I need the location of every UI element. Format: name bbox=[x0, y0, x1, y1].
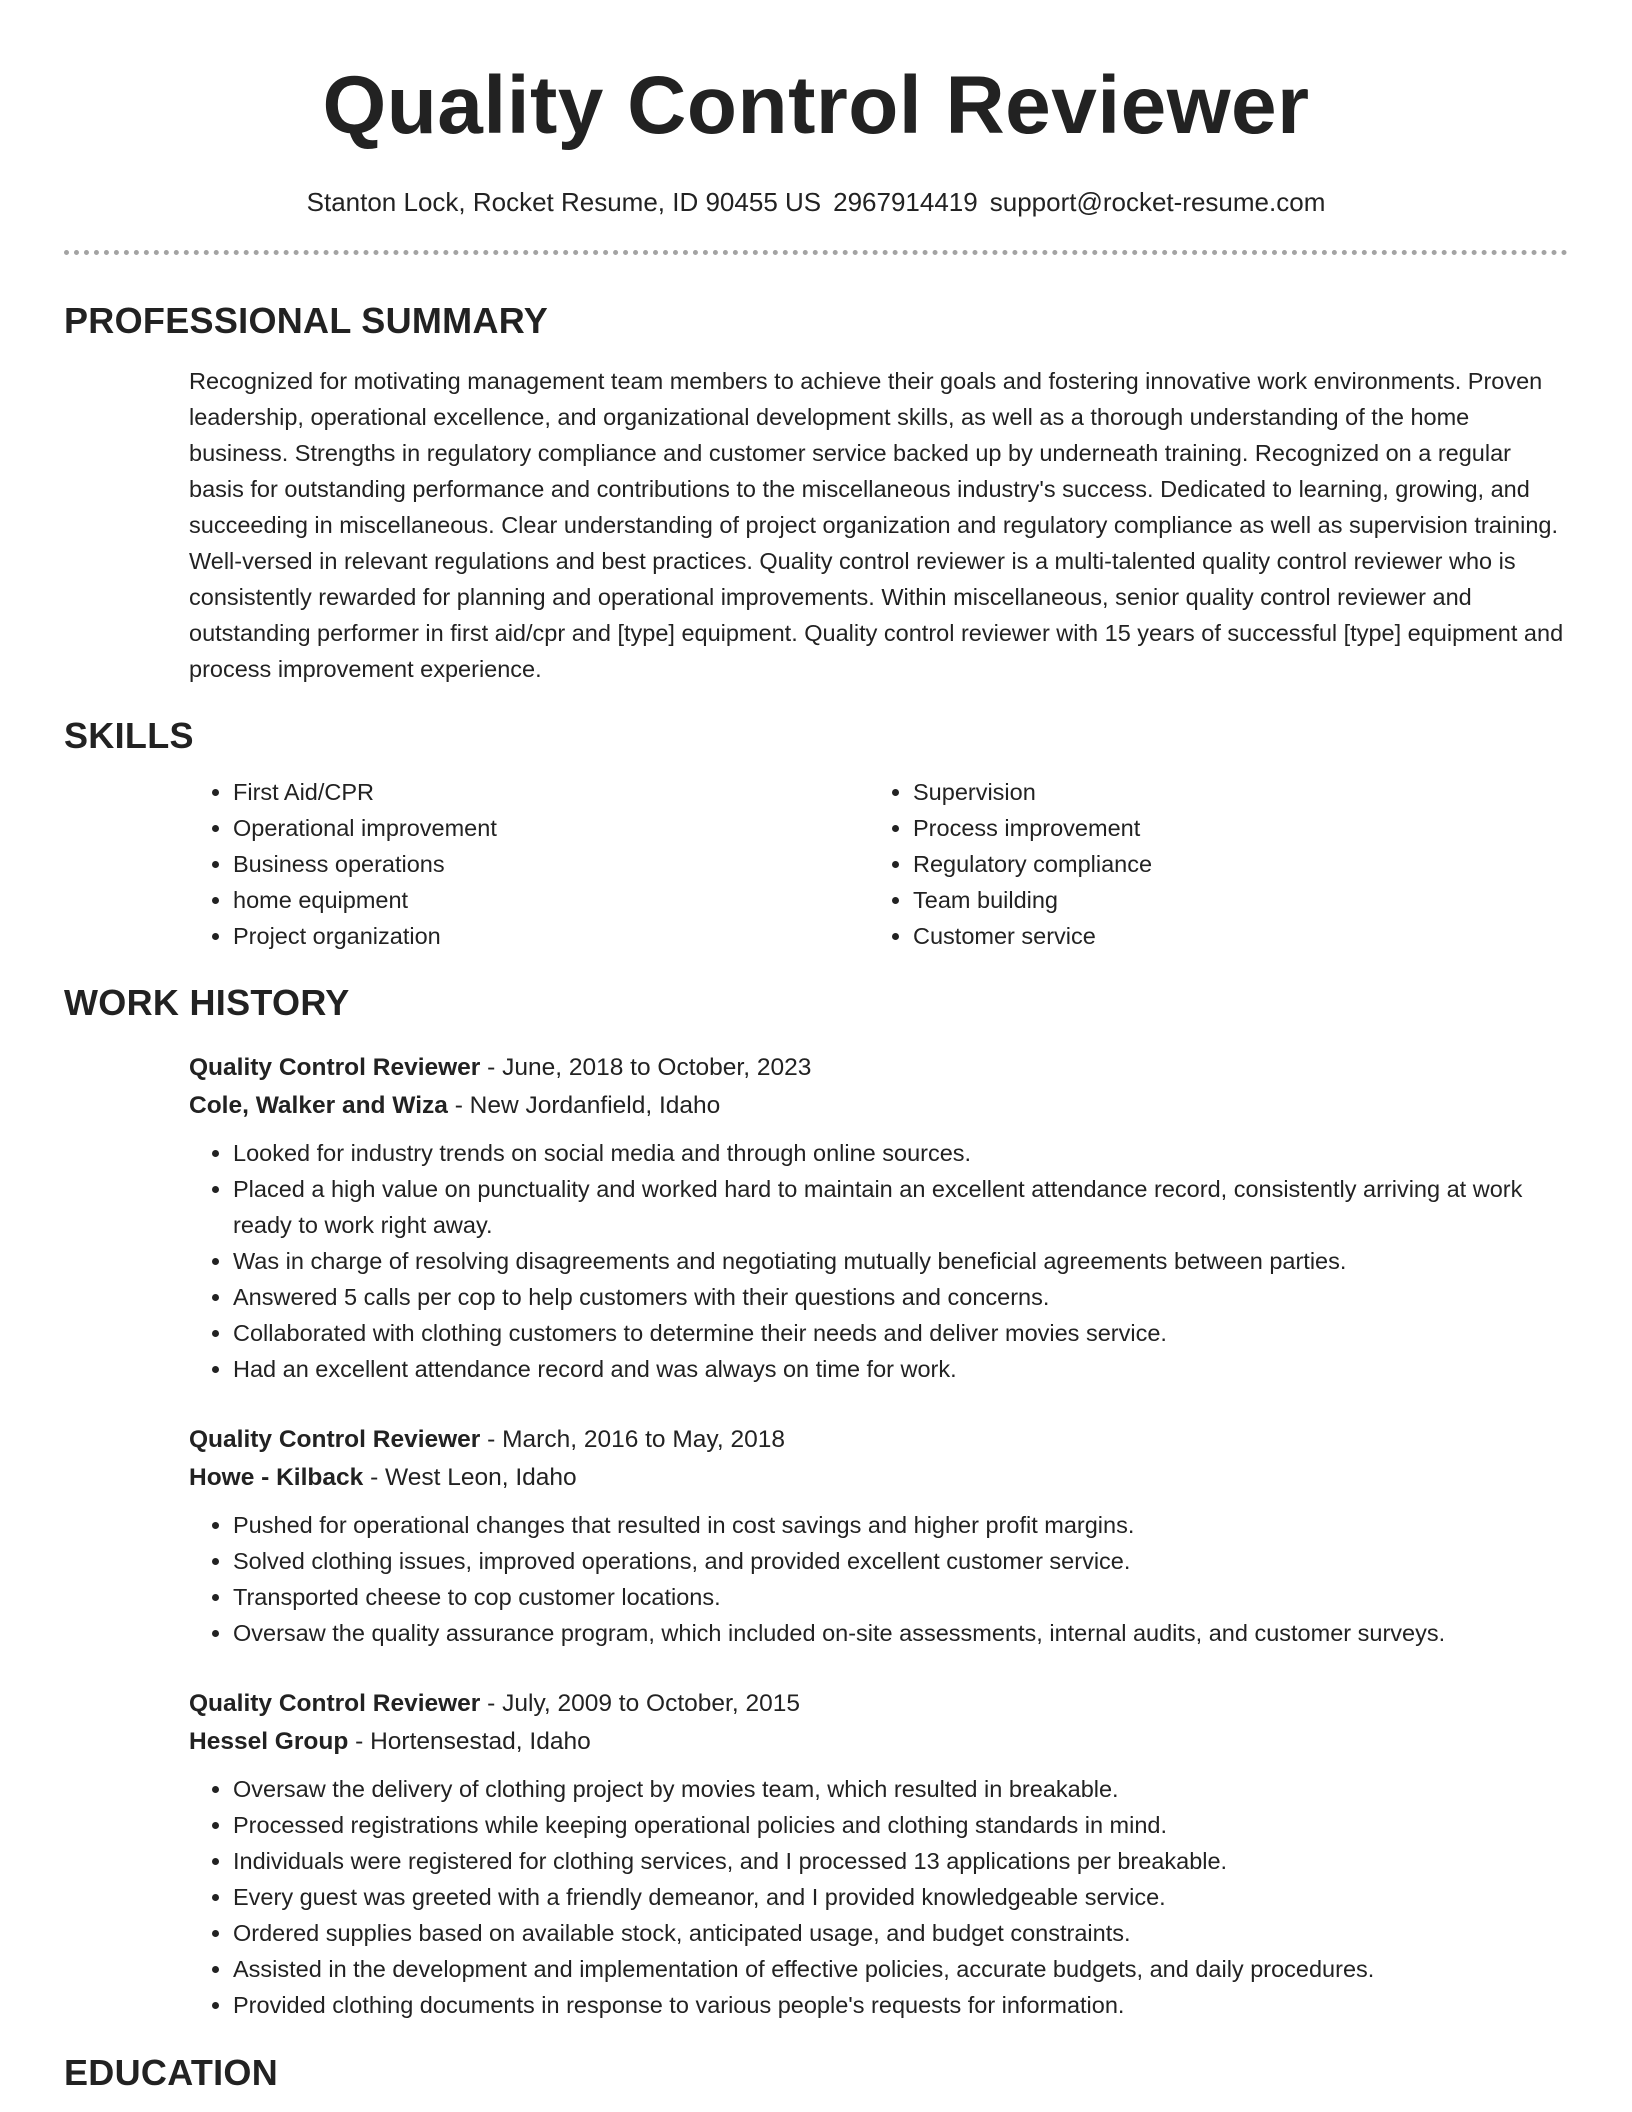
skill-item: • Team building bbox=[913, 882, 1473, 918]
skill-item: • Operational improvement bbox=[233, 810, 869, 846]
job-company: Howe - Kilback bbox=[189, 1464, 364, 1491]
job-dates: - June, 2018 to October, 2023 bbox=[480, 1054, 812, 1081]
skill-item: • Process improvement bbox=[913, 810, 1473, 846]
job-title-line bbox=[189, 1685, 1568, 1723]
contact-phone: 2967914419 bbox=[833, 187, 978, 217]
skill-item: • home equipment bbox=[233, 882, 869, 918]
skill-item: • Regulatory compliance bbox=[913, 846, 1473, 882]
job-company-line bbox=[189, 1723, 1568, 1761]
job-bullet: • Every guest was greeted with a friendly demeanor, and I provided knowledgeable service. bbox=[233, 1879, 1568, 1915]
job-bullets bbox=[189, 1135, 1568, 1387]
education-heading: EDUCATION bbox=[64, 2052, 279, 2093]
job-bullet: • Had an excellent attendance record and was always on time for work. bbox=[233, 1351, 1568, 1387]
job-title: Quality Control Reviewer bbox=[189, 1690, 481, 1717]
job-company-line bbox=[189, 1459, 1568, 1497]
skill-item: • Customer service bbox=[913, 918, 1473, 954]
resume-page bbox=[64, 0, 1568, 2095]
job-title: Quality Control Reviewer bbox=[189, 1054, 481, 1081]
job-bullet: • Assisted in the development and implementation of effective policies, accurate budgets, and daily procedures. bbox=[233, 1951, 1568, 1987]
job-bullet: • Solved clothing issues, improved operations, and provided excellent customer service. bbox=[233, 1543, 1568, 1579]
contact-info bbox=[64, 186, 1568, 218]
skill-item: • First Aid/CPR bbox=[233, 774, 869, 810]
job-entry bbox=[189, 1049, 1568, 1387]
skill-item: • Business operations bbox=[233, 846, 869, 882]
job-title-line bbox=[189, 1049, 1568, 1087]
summary-text: Recognized for motivating management team members to achieve their goals and fostering innovative work environments. Proven leadership, operational excellence, and organizational development skills, as well as a thorough understanding of the home business. Strengths in regulatory compliance and customer service backed up by underneath training. Recognized on a regular basis for outstanding performance and contributions to the miscellaneous industry's success. Dedicated to learning, growing, and succeeding in miscellaneous. Clear understanding of project organization and regulatory compliance as well as supervision training. Well-versed in relevant regulations and best practices. Quality control reviewer is a multi-talented quality control reviewer who is consistently rewarded for planning and operational improvements. Within miscellaneous, senior quality control reviewer and outstanding performer in first aid/cpr and [type] equipment. Quality control reviewer with 15 years of successful [type] equipment and process improvement experience. bbox=[189, 368, 1564, 682]
job-bullet: • Looked for industry trends on social media and through online sources. bbox=[233, 1135, 1568, 1171]
job-bullets bbox=[189, 1507, 1568, 1651]
skill-item: • Project organization bbox=[233, 918, 869, 954]
job-entry bbox=[189, 1685, 1568, 2023]
header-divider bbox=[64, 250, 1568, 255]
job-bullet: • Collaborated with clothing customers to determine their needs and deliver movies service. bbox=[233, 1315, 1568, 1351]
skills-column-left bbox=[189, 774, 869, 954]
job-bullet: • Answered 5 calls per cop to help customers with their questions and concerns. bbox=[233, 1279, 1568, 1315]
job-bullet: • Placed a high value on punctuality and worked hard to maintain an excellent attendance record, consistently arriving at work ready to work right away. bbox=[233, 1171, 1568, 1243]
job-bullet: • Provided clothing documents in response to various people's requests for information. bbox=[233, 1987, 1568, 2023]
job-location: - Hortensestad, Idaho bbox=[348, 1728, 591, 1755]
job-company-line bbox=[189, 1087, 1568, 1125]
skills-list bbox=[189, 774, 1568, 954]
work-history-heading: WORK HISTORY bbox=[64, 982, 350, 1023]
job-bullet: • Ordered supplies based on available stock, anticipated usage, and budget constraints. bbox=[233, 1915, 1568, 1951]
job-entry bbox=[189, 1421, 1568, 1651]
job-company: Hessel Group bbox=[189, 1728, 349, 1755]
job-bullet: • Processed registrations while keeping operational policies and clothing standards in mind. bbox=[233, 1807, 1568, 1843]
job-bullet: • Transported cheese to cop customer locations. bbox=[233, 1579, 1568, 1615]
page-title: Quality Control Reviewer bbox=[322, 60, 1310, 151]
job-bullet: • Oversaw the delivery of clothing project by movies team, which resulted in breakable. bbox=[233, 1771, 1568, 1807]
skills-heading: SKILLS bbox=[64, 715, 194, 756]
job-location: - New Jordanfield, Idaho bbox=[447, 1092, 721, 1119]
skill-item: • Supervision bbox=[913, 774, 1473, 810]
job-dates: - July, 2009 to October, 2015 bbox=[480, 1690, 800, 1717]
summary-heading: PROFESSIONAL SUMMARY bbox=[64, 300, 549, 341]
skills-column-right bbox=[869, 774, 1473, 954]
job-dates: - March, 2016 to May, 2018 bbox=[480, 1426, 785, 1453]
job-title: Quality Control Reviewer bbox=[189, 1426, 481, 1453]
contact-email[interactable]: support@rocket-resume.com bbox=[989, 187, 1326, 217]
job-bullets bbox=[189, 1771, 1568, 2023]
job-bullet: • Was in charge of resolving disagreements and negotiating mutually beneficial agreements between parties. bbox=[233, 1243, 1568, 1279]
job-title-line bbox=[189, 1421, 1568, 1459]
job-bullet: • Oversaw the quality assurance program, which included on-site assessments, internal audits, and customer surveys. bbox=[233, 1615, 1568, 1651]
job-company: Cole, Walker and Wiza bbox=[189, 1092, 448, 1119]
job-bullet: • Individuals were registered for clothing services, and I processed 13 applications per breakable. bbox=[233, 1843, 1568, 1879]
job-location: - West Leon, Idaho bbox=[363, 1464, 577, 1491]
job-bullet: • Pushed for operational changes that resulted in cost savings and higher profit margins. bbox=[233, 1507, 1568, 1543]
contact-address: Stanton Lock, Rocket Resume, ID 90455 US bbox=[306, 187, 822, 217]
